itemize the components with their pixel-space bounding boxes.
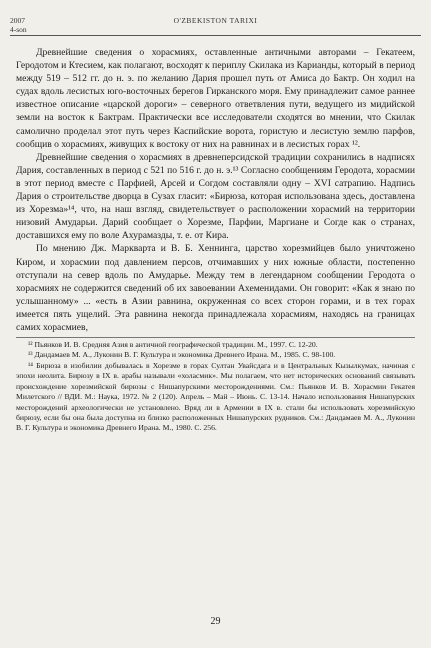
page-number: 29 — [210, 616, 221, 627]
running-header — [10, 16, 421, 36]
paragraph: Древнейшие сведения о хорасмиях в древнеперсидской традиции сохранились в надписях Дария, составленных в период с 521 по 516 г. до н. э.¹³ Согласно сообщениям Геродота, хорасмии в этот период вместе с Парфией, Арсей и Согдом составляли одну – XVI сатрапию. Надпись Дария о строительстве дворца в Сузах гласит: «Бирюза, которая использована здесь, доставлена из Хорезма»¹⁴, что, на наш взгляд, свидетельствует о расположении хорасмий на территории низовий Амударьи. Дарий сообщает о Хорезме, Парфии, Маргиане и Согде как о странах, доставшихся ему по воле Ахурамазды, т. е. от Кира. — [16, 151, 415, 242]
footnote: ¹² Пьянков И. В. Средняя Азия в античной географической традиции. М., 1997. С. 12-20. — [28, 340, 318, 350]
paragraph: Древнейшие сведения о хорасмиях, оставленные античными авторами – Гекатеем, Геродотом и Ктесием, как полагают, восходят к периплу Скилака из Карианды, который в период между 519 – 512 гг. до н. э. по желанию Дария прошел путь от Амиса до Бактр. Он ходил на судах вдоль лесистых юго-восточных берегов Гирканского моря. Ему принадлежит самое раннее известное описание «царской дороги» – северного ответвления пути, ведущего из мидийской земли на восток к Бактрам. Практически все исследователи сходятся во мнении, что Скилак самолично проделал этот путь через Каспийские ворота, гористую и лесистую землю парфов, сообщив о хорасмиях, живущих к востоку от них на равнинах и в лесистых горах ¹². — [16, 47, 415, 150]
footnotes — [16, 337, 415, 434]
header-journal-title: O'ZBEKISTON TARIXI — [173, 16, 258, 25]
header-rule — [10, 35, 421, 36]
header-year: 2007 — [10, 16, 25, 25]
body-text — [16, 46, 415, 334]
footnote: ¹⁴ Бирюза в изобилии добывалась в Хорезме в горах Султан Увайсдага и в Центральных Кызылкумах, начиная с эпохи неолита. Бирюзу в IX в. арабы называли «холасмик». Мы полагаем, что нет исторических оснований связывать происхождение хорезмийской бирюзы с Нишапурскими месторождениями. См.: Пьянков И. В. Хорасмии Гекатея Милетского // ВДИ. М.: Наука, 1972. № 2 (120). Апрель – Май – Июнь. С. 13-14. Начало использования Нишапурских месторождений археологически не установлено. Вряд ли в Армении в IX в. стали бы использовать хорезмийскую бирюзу, если бы она была доступна из близко расположенных Нишапурских рудников. См.: Дандамаев М. А., Луконин В. Г. Культура и экономика Древнего Ирана. М., 1980. С. 256. — [16, 360, 415, 433]
header-issue: 4-son — [10, 25, 27, 34]
page-content — [16, 46, 415, 434]
footnote: ¹³ Дандамаев М. А., Луконин В. Г. Культура и экономика Древнего Ирана. М., 1985. С. 98-100. — [28, 350, 336, 360]
paragraph: По мнению Дж. Маркварта и В. Б. Хеннинга, царство хорезмийцев было уничтожено Киром, и хорасмии под давлением персов, отчимавших у них южные области, постепенно отступали на север вдоль по Амударье. Между тем в легендарном сообщении Геродота о хорасмиях не содержится сведений об их завоевании Ахеменидами. Он говорит: «Как я знаю по услышанному» ... «есть в Азии равнина, окруженная со всех сторон горами, и в тех горах имеется пять ущелий. Эта равнина некогда принадлежала хорасмиям, находясь на границах самих хорасмиев, — [16, 243, 415, 333]
